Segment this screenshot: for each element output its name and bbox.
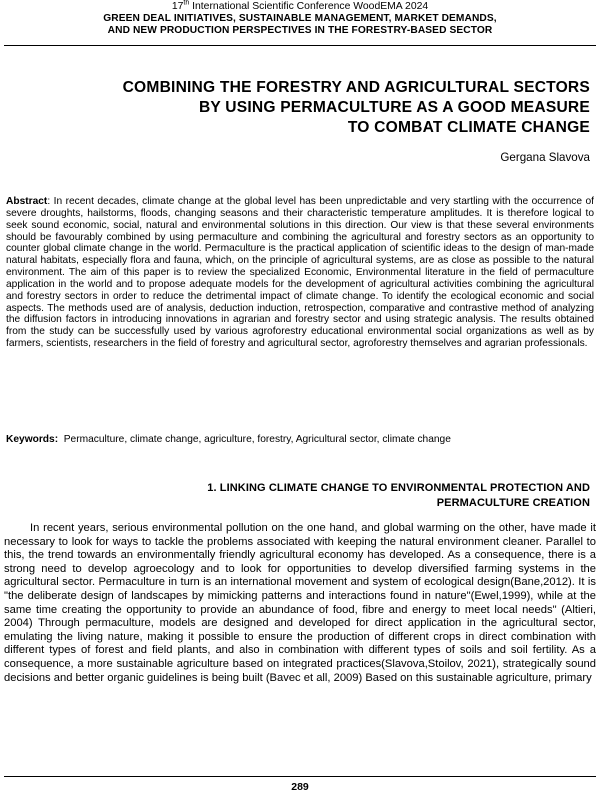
conference-theme-line-1: GREEN DEAL INITIATIVES, SUSTAINABLE MANAGEMENT, MARKET DEMANDS,: [103, 13, 497, 24]
title-line-3: TO COMBAT CLIMATE CHANGE: [347, 119, 590, 136]
conference-name: 17th International Scientific Conference WoodEMA 2024: [171, 0, 429, 12]
keywords: [6, 434, 594, 446]
abstract-text: : In recent decades, climate change at the global level has been unpredictable and very startling with the occurrence of severe droughts, hailstorms, floods, changing seasons and their characteristic temperature amplitudes. It is therefore logical to seek sound economic, social, natural and environmental solutions in this direction. Our view is that these several environments should be favourably combined by using permaculture and combining the agricultural and forestry sectors as an opportunity to counter global climate change in the world. Permaculture is the practical application of scientific ideas to the design of man-made natural habitats, especially flora and fauna, which, on the principle of agricultural systems, are as close as possible to the natural environment. The aim of this paper is to review the specialized Economic, Environmental literature in the field of permaculture application in the world and to propose adequate models for the development of agricultural activities combining the agricultural and forestry sectors in order to reduce the detrimental impact of climate change. To identify the ecological economic and social aspects. The methods used are of analysis, deduction induction, retrospection, comparative and contrastive method of analyzing the diffusion factors in introducing innovations in agrarian and forestry sector and using strategic analysis. The results obtained from the study can be successfully used by various agroforestry educational environmental social organizations as well as by farmers, scientists, researchers in the field of forestry and agricultural sector, agroforestry themselves and agrarian professionals.: [6, 196, 594, 350]
abstract-label: Abstract: [6, 196, 48, 207]
abstract: [6, 196, 594, 350]
title-line-1: COMBINING THE FORESTRY AND AGRICULTURAL SECTORS: [122, 79, 590, 96]
title-line-2: BY USING PERMACULTURE AS A GOOD MEASURE: [198, 99, 590, 116]
footer-divider: [4, 776, 596, 777]
conference-theme-line-2: AND NEW PRODUCTION PERSPECTIVES IN THE FORESTRY-BASED SECTOR: [107, 25, 493, 36]
page-number: 289: [291, 781, 309, 793]
paper-title: [30, 78, 590, 138]
body-paragraph: In recent years, serious environmental pollution on the one hand, and global warming on the other, have made it necessary to look for ways to tackle the problems associated with keeping the natural environment cleaner. Parallel to this, the trend towards an environmentally friendly agricultural economy has developed. As a consequence, there is a strong need to develop agroecology and to look for opportunities to develop diversified farming systems in the agricultural sector. Permaculture in turn is an international movement and system of ecological design(Bane,2012). It is "the deliberate design of landscapes by mimicking patterns and interactions found in nature"(Ewel,1999), while at the same time creating the opportunity to provide an abundance of food, fibre and energy to meet local needs" (Altieri, 2004) Through permaculture, models are designed and developed for direct application in the agricultural sector, emulating the living nature, making it possible to ensure the production of different crops in direct combination with different types of forest and field plants, and also in combination with different types of soils and soil fertility. As a consequence, a more sustainable agriculture based on integrated practices(Slavova,Stoilov, 2021), strategically sound decisions and better organic guidelines is being built (Bavec et all, 2009) Based on this sustainable agriculture, primary: [4, 522, 596, 684]
section-heading: [30, 481, 590, 511]
conference-header: [40, 1, 560, 37]
section-heading-line-2: PERMACULTURE CREATION: [436, 497, 590, 509]
author-name: Gergana Slavova: [500, 151, 590, 164]
header-divider: [4, 45, 596, 46]
keywords-text: Permaculture, climate change, agriculture, forestry, Agricultural sector, climate change: [58, 434, 451, 445]
keywords-label: Keywords:: [6, 434, 59, 445]
section-heading-line-1: 1. LINKING CLIMATE CHANGE TO ENVIRONMENTAL PROTECTION AND: [207, 482, 590, 494]
